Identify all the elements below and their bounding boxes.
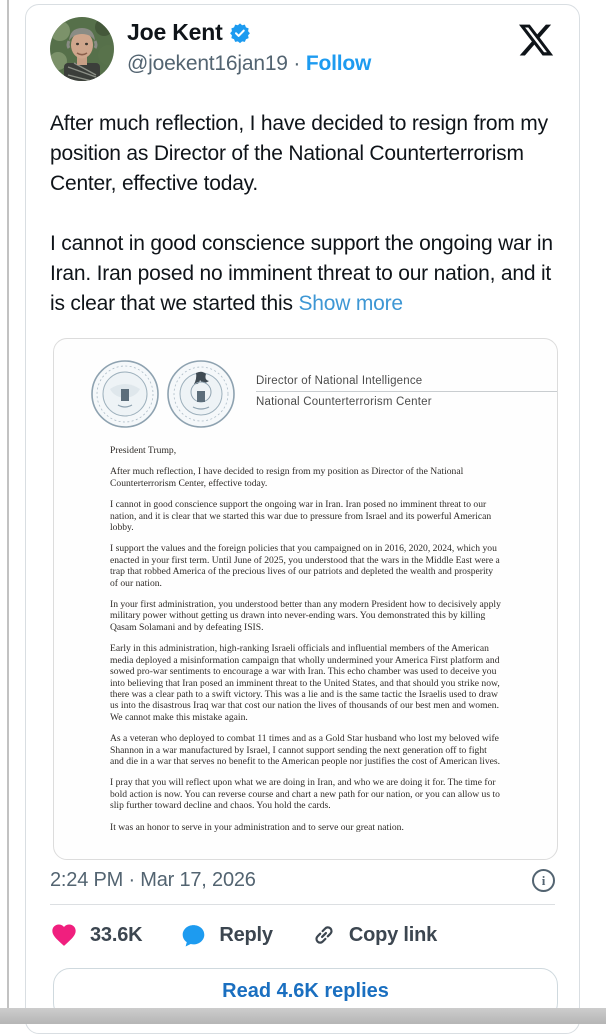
letter-paragraph: Early in this administration, high-ranking Israeli officials and influential members of the American media deployed a misinformation campaign that wholly undermined your America First platform and sowed pro-war sentiments to encourage a war with Iran. This echo chamber was used to deceive you into believing that Iran posed an imminent threat to the United States, and that should you strike now, there was a clear path to a swift victory. This was a lie and is the same tactic the Israelis used to draw us into the disastrous Iraq war that cost our nation the lives of thousands of our best men and women. We cannot make this mistake again. (110, 643, 500, 723)
timestamp[interactable]: 2:24 PM · Mar 17, 2026 (50, 869, 256, 891)
letterhead (54, 339, 557, 429)
reply-label[interactable]: Reply (219, 923, 273, 946)
like-count[interactable]: 33.6K (90, 923, 143, 946)
reply-button[interactable] (180, 922, 272, 949)
tweet-header (50, 15, 555, 91)
avatar-image (50, 17, 114, 81)
heart-icon[interactable] (50, 921, 78, 949)
meta-row (50, 869, 555, 892)
letter-paragraph: After much reflection, I have decided to resign from my position as Director of the National Counterterrorism Center, effective today. (110, 466, 464, 489)
copy-link-icon[interactable] (311, 922, 337, 948)
handle[interactable]: @joekent16jan19 (127, 52, 288, 75)
letter-paragraph: As a veteran who deployed to combat 11 times and as a Gold Star husband who lost my beloved wife Shannon in a war manufactured by Israel, I cannot support sending the next generation off to fight and die in a war that serves no benefit to the American people nor justifies the cost of American lives. (110, 733, 501, 767)
letterhead-line-2: National Counterterrorism Center (256, 396, 432, 408)
tweet-paragraph-2 (50, 229, 555, 319)
action-bar (50, 921, 555, 949)
read-replies-label[interactable]: Read 4.6K replies (222, 980, 389, 1002)
divider (50, 904, 555, 905)
letter-body (54, 429, 557, 833)
letter-paragraph: I cannot in good conscience support the ongoing war in Iran. Iran posed no imminent threat to our nation, and it is clear that we started this war due to pressure from Israel and its powerful American lobby. (110, 499, 492, 534)
info-icon[interactable]: i (532, 869, 555, 892)
tweet-text (50, 109, 555, 319)
like-button[interactable] (50, 921, 142, 949)
identity-block (127, 15, 371, 76)
reply-bubble-icon[interactable] (180, 922, 207, 949)
copy-link-label[interactable]: Copy link (348, 923, 438, 946)
handle-row (127, 52, 371, 76)
x-logo-icon[interactable] (517, 21, 555, 59)
screen-edge-line (7, 0, 9, 1024)
tweet-card (25, 4, 580, 1034)
letter-paragraph: I support the values and the foreign policies that you campaigned on in 2016, 2020, 2024, which you enacted in your first term. Until June of 2025, you understood that the wars in the Middle East were a trap that robbed America of the precious lives of our patriots and depleted the wealth and prosperity of our nation. (110, 543, 500, 589)
avatar[interactable] (50, 17, 114, 81)
letter-salutation: President Trump, (110, 445, 177, 456)
nctc-seal-icon (166, 359, 236, 429)
follow-link[interactable]: Follow (305, 52, 372, 75)
display-name[interactable]: Joe Kent (127, 19, 223, 45)
letter-paragraph: In your first administration, you understood better than any modern President how to decisively apply military power without getting us drawn into never-ending wars. You demonstrated this by killing Qasam Solamani and by defeating ISIS. (110, 599, 501, 633)
letter-paragraph: I pray that you will reflect upon what we are doing in Iran, and who we are doing it for. The time for bold action is now. You can reverse course and chart a new path for our nation, or you can allow us to slip further toward decline and chaos. You hold the cards. (110, 777, 500, 812)
verified-badge-icon (229, 22, 251, 44)
letterhead-text (256, 359, 558, 408)
letter-image[interactable] (53, 338, 558, 860)
tweet-paragraph-2-text: I cannot in good conscience support the ongoing war in Iran. Iran posed no imminent threat to our nation, and it is clear that we started this (50, 232, 553, 315)
tweet-paragraph-1: After much reflection, I have decided to resign from my position as Director of the National Counterterrorism Center, effective today. (50, 112, 548, 195)
copy-link-button[interactable] (311, 922, 437, 948)
dni-seal-icon (90, 359, 160, 429)
bottom-gray-strip (0, 1008, 606, 1024)
letterhead-line-1: Director of National Intelligence (256, 375, 558, 392)
dot-separator: · (293, 52, 301, 75)
letter-paragraph: It was an honor to serve in your administration and to serve our great nation. (110, 821, 404, 833)
show-more-link[interactable]: Show more (298, 292, 403, 315)
